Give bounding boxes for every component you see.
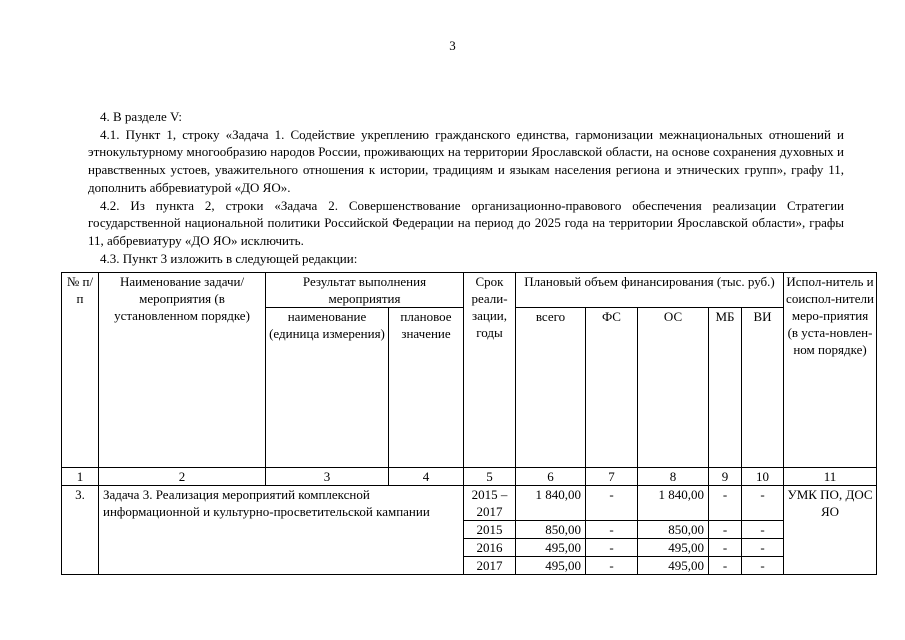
column-number: 11 [784,468,877,486]
total-cell: 495,00 [516,539,586,557]
os-cell: 1 840,00 [638,486,709,521]
column-number-row [62,468,877,486]
header-result-name: наименование (единица измерения) [266,308,389,468]
vi-cell: - [742,521,784,539]
column-number: 9 [709,468,742,486]
header-term: Срок реали-зации, годы [464,273,516,468]
header-fs: ФС [586,308,638,468]
header-num: № п/п [62,273,99,468]
body-text [88,108,844,267]
column-number: 3 [266,468,389,486]
fs-cell: - [586,539,638,557]
fs-cell: - [586,486,638,521]
header-mb: МБ [709,308,742,468]
column-number: 8 [638,468,709,486]
header-task: Наименование задачи/мероприятия (в установленном порядке) [99,273,266,468]
column-number: 10 [742,468,784,486]
table-row [62,486,877,521]
total-cell: 495,00 [516,557,586,575]
vi-cell: - [742,557,784,575]
mb-cell: - [709,521,742,539]
vi-cell: - [742,539,784,557]
os-cell: 495,00 [638,557,709,575]
task-num: 3. [62,486,99,575]
fs-cell: - [586,521,638,539]
column-number: 4 [389,468,464,486]
mb-cell: - [709,539,742,557]
header-total: всего [516,308,586,468]
program-table [61,272,877,575]
header-result-plan: плановое значение [389,308,464,468]
total-cell: 1 840,00 [516,486,586,521]
mb-cell: - [709,486,742,521]
vi-cell: - [742,486,784,521]
header-vi: ВИ [742,308,784,468]
header-funding: Плановый объем финансирования (тыс. руб.) [516,273,784,308]
term-cell: 2017 [464,557,516,575]
os-cell: 850,00 [638,521,709,539]
header-row-1 [62,273,877,308]
header-result: Результат выполнения мероприятия [266,273,464,308]
executor-cell: УМК ПО, ДОС ЯО [784,486,877,575]
column-number: 5 [464,468,516,486]
header-os: ОС [638,308,709,468]
paragraph-section-v: 4. В разделе V: [100,109,183,124]
paragraph-4-3: 4.3. Пункт 3 изложить в следующей редакции: [100,250,358,266]
term-cell: 2015 – 2017 [464,486,516,521]
paragraph-4-2: 4.2. Из пункта 2, строки «Задача 2. Совершенствование организационно-правового обеспечения реализации Стратегии государственной национальной политики Российской Федерации на период до 2025 года на территории Ярославской области», графы 11, аббревиатуру «ДО ЯО» исключить. [88,197,844,248]
total-cell: 850,00 [516,521,586,539]
column-number: 1 [62,468,99,486]
column-number: 2 [99,468,266,486]
term-cell: 2016 [464,539,516,557]
os-cell: 495,00 [638,539,709,557]
column-number: 6 [516,468,586,486]
fs-cell: - [586,557,638,575]
paragraph-4-1: 4.1. Пункт 1, строку «Задача 1. Содействие укреплению гражданского единства, гармонизации межнациональных отношений и этнокультурному многообразию народов России, проживающих на территории Ярославской области, на основе сохранения духовных и нравственных устоев, уважительного отношения к истории, традициям и языкам населения региона и этнических групп», графу 11, дополнить аббревиатурой «ДО ЯО». [88,126,844,195]
header-executor: Испол-нитель и соиспол-нители меро-приятия (в уста-новлен-ном порядке) [784,273,877,468]
mb-cell: - [709,557,742,575]
term-cell: 2015 [464,521,516,539]
task-name: Задача 3. Реализация мероприятий комплексной информационной и культурно-просветительской кампании [99,486,464,575]
page-number: 3 [449,38,456,53]
column-number: 7 [586,468,638,486]
